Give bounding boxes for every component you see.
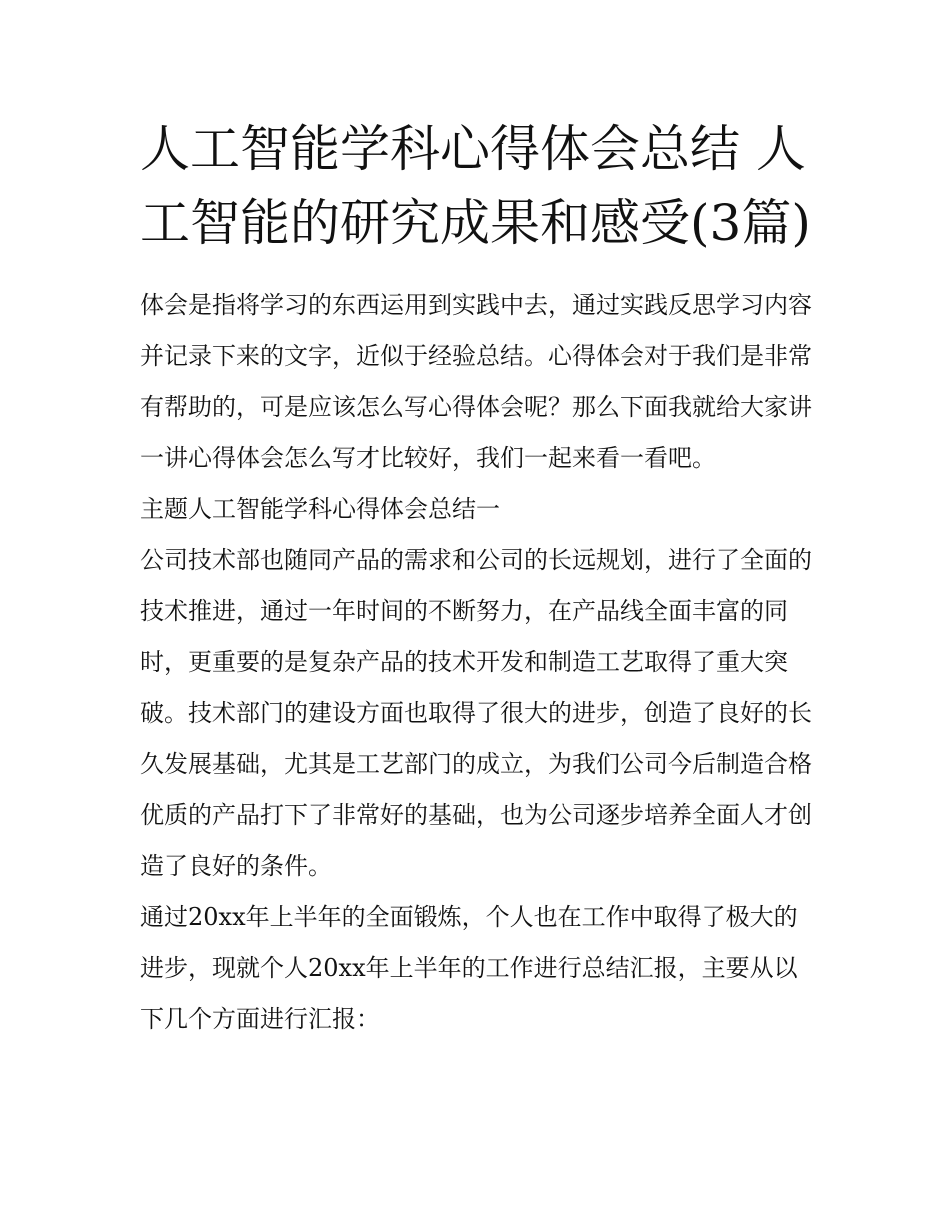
document-body <box>140 280 812 1045</box>
document-page <box>140 112 812 1045</box>
paragraph-intro: 体会是指将学习的东西运用到实践中去，通过实践反思学习内容并记录下来的文字，近似于经验总结。心得体会对于我们是非常有帮助的，可是应该怎么写心得体会呢？那么下面我就给大家讲一讲心得体会怎么写才比较好，我们一起来看一看吧。 <box>140 291 812 472</box>
section-heading: 主题人工智能学科心得体会总结一 <box>140 495 500 523</box>
paragraph-personal-summary: 通过20xx年上半年的全面锻炼，个人也在工作中取得了极大的进步，现就个人20xx年上半年的工作进行总结汇报，主要从以下几个方面进行汇报： <box>140 903 798 1033</box>
paragraph-tech-department: 公司技术部也随同产品的需求和公司的长远规划，进行了全面的技术推进，通过一年时间的不断努力，在产品线全面丰富的同时，更重要的是复杂产品的技术开发和制造工艺取得了重大突破。技术部门的建设方面也取得了很大的进步，创造了良好的长久发展基础，尤其是工艺部门的成立，为我们公司今后制造合格优质的产品打下了非常好的基础，也为公司逐步培养全面人才创造了良好的条件。 <box>140 546 812 880</box>
document-title: 人工智能学科心得体会总结 人工智能的研究成果和感受(3篇) <box>140 120 811 252</box>
